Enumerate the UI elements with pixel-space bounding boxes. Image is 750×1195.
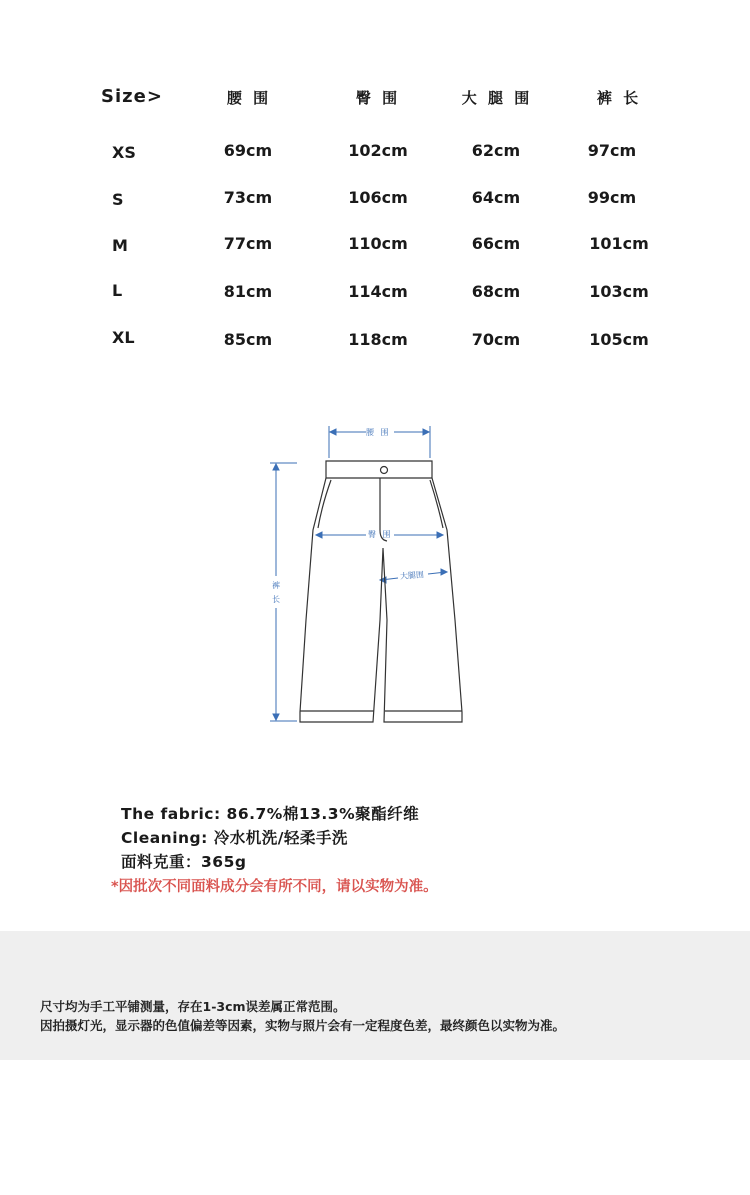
arrow-head [437, 532, 443, 538]
waist-measure-label: 腰 围 [366, 428, 391, 437]
header-waist: 腰 围 [226, 89, 272, 107]
size-label: XL [112, 328, 135, 347]
size-label: XS [112, 143, 136, 162]
header-thigh: 大 腿 围 [461, 89, 533, 107]
waist-value: 85cm [223, 330, 273, 349]
size-table [0, 0, 750, 360]
header-size: Size> [101, 86, 163, 107]
fabric-weight: 面料克重：365g [121, 853, 247, 871]
button [381, 467, 388, 474]
product-info [121, 802, 419, 874]
footer-disclaimer [0, 931, 750, 1060]
length-value: 97cm [587, 141, 637, 160]
arrow-head [273, 714, 279, 720]
thigh-value: 62cm [471, 141, 521, 160]
hip-value: 114cm [348, 282, 408, 301]
length-measure-label-bottom: 长 [272, 595, 280, 604]
length-value: 99cm [587, 188, 637, 207]
length-value: 105cm [589, 330, 649, 349]
size-label: L [112, 281, 123, 300]
arrow-head [423, 429, 429, 435]
batch-variation-note: *因批次不同面料成分会有所不同，请以实物为准。 [111, 879, 438, 895]
thigh-value: 66cm [471, 234, 521, 253]
thigh-measure-label: 大腿围 [399, 570, 425, 581]
arrow-head [441, 569, 447, 575]
waist-value: 73cm [223, 188, 273, 207]
hip-value: 118cm [348, 330, 408, 349]
waistband [326, 461, 432, 478]
measurement-disclaimer: 尺寸均为手工平铺测量，存在1-3cm误差属正常范围。 [40, 999, 346, 1014]
hip-measure-label: 臀 围 [368, 530, 393, 539]
hip-value: 106cm [348, 188, 408, 207]
length-value: 103cm [589, 282, 649, 301]
color-disclaimer: 因拍摄灯光，显示器的色值偏差等因素，实物与照片会有一定程度色差，最终颜色以实物为准。 [40, 1018, 566, 1033]
length-measure-label-top: 裤 [272, 581, 280, 590]
fabric-composition: The fabric: 86.7%棉13.3%聚酯纤维 [121, 805, 420, 823]
length-value: 101cm [589, 234, 649, 253]
size-label: S [112, 190, 124, 209]
waist-value: 69cm [223, 141, 273, 160]
header-hip: 臀 围 [355, 89, 401, 107]
waist-value: 77cm [223, 234, 273, 253]
pants-outline [300, 461, 462, 722]
pants-diagram-svg [260, 420, 490, 740]
thigh-value: 70cm [471, 330, 521, 349]
legs-outline [300, 478, 462, 722]
thigh-value: 64cm [471, 188, 521, 207]
arrow-head [316, 532, 322, 538]
size-label: M [112, 236, 128, 255]
hip-value: 102cm [348, 141, 408, 160]
hip-value: 110cm [348, 234, 408, 253]
arrow-head [330, 429, 336, 435]
pants-measurement-diagram [260, 420, 490, 740]
waist-value: 81cm [223, 282, 273, 301]
arrow-head [273, 464, 279, 470]
thigh-value: 68cm [471, 282, 521, 301]
header-length: 裤 长 [596, 89, 642, 107]
pocket-right [430, 480, 443, 528]
cleaning-instructions: Cleaning: 冷水机洗/轻柔手洗 [121, 829, 348, 847]
